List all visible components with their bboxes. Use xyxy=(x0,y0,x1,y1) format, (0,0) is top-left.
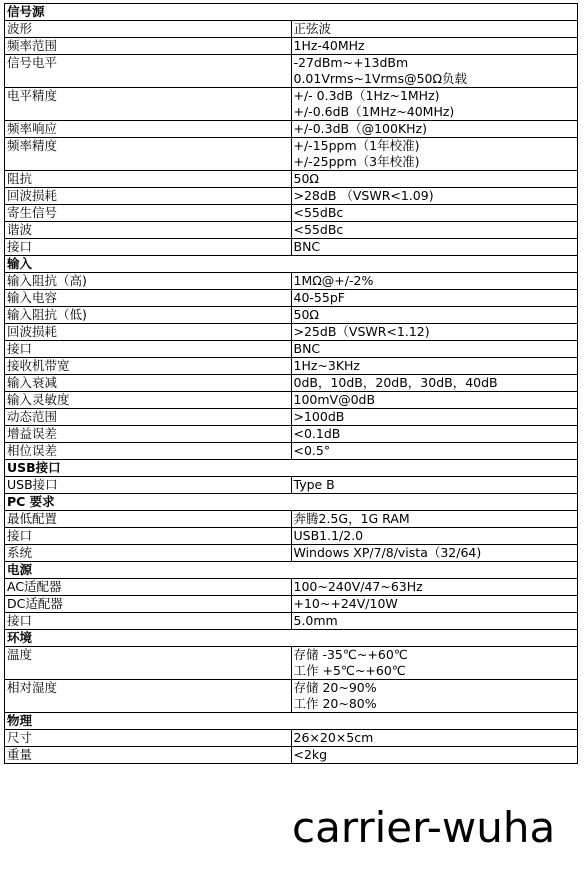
spec-value-line: BNC xyxy=(293,239,321,254)
spec-value-line: 工作 20~80% xyxy=(293,696,377,711)
spec-table xyxy=(4,3,578,764)
spec-value-line: 5.0mm xyxy=(293,613,338,628)
spec-row xyxy=(5,290,578,307)
spec-row xyxy=(5,579,578,596)
spec-value-line: 100mV@0dB xyxy=(293,392,376,407)
section-title: USB接口 xyxy=(5,460,578,477)
spec-label: 输入阻抗（高) xyxy=(5,273,292,290)
spec-value xyxy=(291,121,578,138)
spec-value xyxy=(291,205,578,222)
spec-value xyxy=(291,307,578,324)
spec-value-line: <55dBc xyxy=(293,205,344,220)
spec-value xyxy=(291,341,578,358)
section-title: PC 要求 xyxy=(5,494,578,511)
spec-value xyxy=(291,290,578,307)
spec-value-line: 50Ω xyxy=(293,171,319,186)
spec-row xyxy=(5,730,578,747)
spec-label: 相对湿度 xyxy=(5,680,292,713)
spec-row xyxy=(5,528,578,545)
section-title: 信号源 xyxy=(5,4,578,21)
spec-value-line: <0.1dB xyxy=(293,426,341,441)
spec-label: 信号电平 xyxy=(5,55,292,88)
spec-label: 谐波 xyxy=(5,222,292,239)
spec-label: 输入灵敏度 xyxy=(5,392,292,409)
spec-value xyxy=(291,545,578,562)
section-title: 环境 xyxy=(5,630,578,647)
spec-value xyxy=(291,647,578,680)
spec-row xyxy=(5,205,578,222)
spec-value xyxy=(291,392,578,409)
spec-value-line: 0.01Vrms~1Vrms@50Ω负载 xyxy=(293,71,468,86)
spec-value-line: +10~+24V/10W xyxy=(293,596,398,611)
spec-label: 接口 xyxy=(5,239,292,256)
spec-value-line: 26×20×5cm xyxy=(293,730,374,745)
spec-value-line: 1MΩ@+/-2% xyxy=(293,273,374,288)
section-title: 物理 xyxy=(5,713,578,730)
section-header-row xyxy=(5,713,578,730)
spec-value-line: 40-55pF xyxy=(293,290,345,305)
spec-row xyxy=(5,138,578,171)
spec-label: 动态范围 xyxy=(5,409,292,426)
spec-value xyxy=(291,188,578,205)
section-header-row xyxy=(5,460,578,477)
spec-value-line: 50Ω xyxy=(293,307,319,322)
spec-row xyxy=(5,273,578,290)
spec-value xyxy=(291,511,578,528)
spec-value-line: USB1.1/2.0 xyxy=(293,528,364,543)
spec-row xyxy=(5,222,578,239)
spec-row xyxy=(5,38,578,55)
spec-value xyxy=(291,747,578,764)
spec-value xyxy=(291,21,578,38)
spec-value xyxy=(291,443,578,460)
section-header-row xyxy=(5,562,578,579)
spec-label: 输入电容 xyxy=(5,290,292,307)
spec-label: 最低配置 xyxy=(5,511,292,528)
spec-row xyxy=(5,121,578,138)
spec-value xyxy=(291,358,578,375)
spec-label: 频率精度 xyxy=(5,138,292,171)
spec-value-line: 工作 +5℃~+60℃ xyxy=(293,663,406,678)
spec-row xyxy=(5,596,578,613)
spec-row xyxy=(5,341,578,358)
spec-label: 频率响应 xyxy=(5,121,292,138)
spec-row xyxy=(5,426,578,443)
spec-value xyxy=(291,528,578,545)
spec-value-line: >100dB xyxy=(293,409,345,424)
spec-label: 系统 xyxy=(5,545,292,562)
spec-label: 接收机带宽 xyxy=(5,358,292,375)
spec-label: 输入衰减 xyxy=(5,375,292,392)
spec-label: 接口 xyxy=(5,341,292,358)
spec-value xyxy=(291,273,578,290)
spec-row xyxy=(5,55,578,88)
spec-value xyxy=(291,730,578,747)
spec-row xyxy=(5,358,578,375)
spec-value-line: 1Hz-40MHz xyxy=(293,38,365,53)
spec-value-line: Type B xyxy=(293,477,335,492)
spec-value-line: 存储 20~90% xyxy=(293,680,377,695)
spec-value xyxy=(291,38,578,55)
spec-value-line: +/-0.3dB（@100KHz) xyxy=(293,121,427,136)
watermark-text: carrier-wuha xyxy=(292,803,556,852)
spec-row xyxy=(5,324,578,341)
spec-row xyxy=(5,680,578,713)
spec-value xyxy=(291,375,578,392)
spec-label: 阻抗 xyxy=(5,171,292,188)
spec-label: 重量 xyxy=(5,747,292,764)
spec-value xyxy=(291,88,578,121)
spec-row xyxy=(5,171,578,188)
spec-row xyxy=(5,409,578,426)
section-header-row xyxy=(5,494,578,511)
spec-label: 回波损耗 xyxy=(5,188,292,205)
spec-label: 接口 xyxy=(5,528,292,545)
spec-row xyxy=(5,647,578,680)
spec-row xyxy=(5,188,578,205)
spec-value-line: 存储 -35℃~+60℃ xyxy=(293,647,408,662)
spec-row xyxy=(5,375,578,392)
spec-row xyxy=(5,239,578,256)
spec-value-line: +/- 0.3dB（1Hz~1MHz) xyxy=(293,88,440,103)
spec-value-line: Windows XP/7/8/vista（32/64) xyxy=(293,545,482,560)
spec-row xyxy=(5,545,578,562)
spec-value-line: BNC xyxy=(293,341,321,356)
spec-label: 尺寸 xyxy=(5,730,292,747)
section-header-row xyxy=(5,630,578,647)
spec-row xyxy=(5,88,578,121)
section-title: 输入 xyxy=(5,256,578,273)
spec-value xyxy=(291,324,578,341)
section-header-row xyxy=(5,256,578,273)
section-header-row xyxy=(5,4,578,21)
spec-value-line: +/-15ppm（1年校准) xyxy=(293,138,420,153)
spec-value xyxy=(291,596,578,613)
spec-label: 温度 xyxy=(5,647,292,680)
spec-row xyxy=(5,747,578,764)
spec-label: USB接口 xyxy=(5,477,292,494)
spec-value-line: 正弦波 xyxy=(293,21,332,36)
spec-value xyxy=(291,55,578,88)
spec-label: 接口 xyxy=(5,613,292,630)
spec-row xyxy=(5,443,578,460)
spec-label: AC适配器 xyxy=(5,579,292,596)
spec-label: 波形 xyxy=(5,21,292,38)
spec-label: 电平精度 xyxy=(5,88,292,121)
spec-row xyxy=(5,511,578,528)
spec-value xyxy=(291,579,578,596)
spec-value-line: +/-0.6dB（1MHz~40MHz) xyxy=(293,104,455,119)
spec-label: DC适配器 xyxy=(5,596,292,613)
spec-value-line: 奔腾2.5G，1G RAM xyxy=(293,511,410,526)
spec-value xyxy=(291,680,578,713)
spec-value-line: 1Hz~3KHz xyxy=(293,358,360,373)
spec-value-line: 0dB，10dB，20dB，30dB，40dB xyxy=(293,375,498,390)
spec-row xyxy=(5,307,578,324)
spec-value xyxy=(291,138,578,171)
spec-row xyxy=(5,477,578,494)
spec-label: 输入阻抗（低) xyxy=(5,307,292,324)
spec-value xyxy=(291,222,578,239)
spec-row xyxy=(5,392,578,409)
spec-value-line: -27dBm~+13dBm xyxy=(293,55,409,70)
spec-label: 回波损耗 xyxy=(5,324,292,341)
spec-value-line: >28dB （VSWR<1.09) xyxy=(293,188,434,203)
spec-label: 增益误差 xyxy=(5,426,292,443)
spec-value-line: <55dBc xyxy=(293,222,344,237)
spec-value xyxy=(291,426,578,443)
spec-value xyxy=(291,477,578,494)
spec-label: 频率范围 xyxy=(5,38,292,55)
spec-value-line: >25dB（VSWR<1.12) xyxy=(293,324,430,339)
spec-value-line: <0.5° xyxy=(293,443,331,458)
spec-value-line: 100~240V/47~63Hz xyxy=(293,579,423,594)
section-title: 电源 xyxy=(5,562,578,579)
spec-table-body xyxy=(5,4,578,764)
spec-label: 相位误差 xyxy=(5,443,292,460)
spec-value xyxy=(291,409,578,426)
spec-row xyxy=(5,613,578,630)
spec-value-line: +/-25ppm（3年校准) xyxy=(293,154,420,169)
spec-label: 寄生信号 xyxy=(5,205,292,222)
spec-value xyxy=(291,613,578,630)
spec-value xyxy=(291,171,578,188)
spec-row xyxy=(5,21,578,38)
spec-value xyxy=(291,239,578,256)
spec-value-line: <2kg xyxy=(293,747,328,762)
